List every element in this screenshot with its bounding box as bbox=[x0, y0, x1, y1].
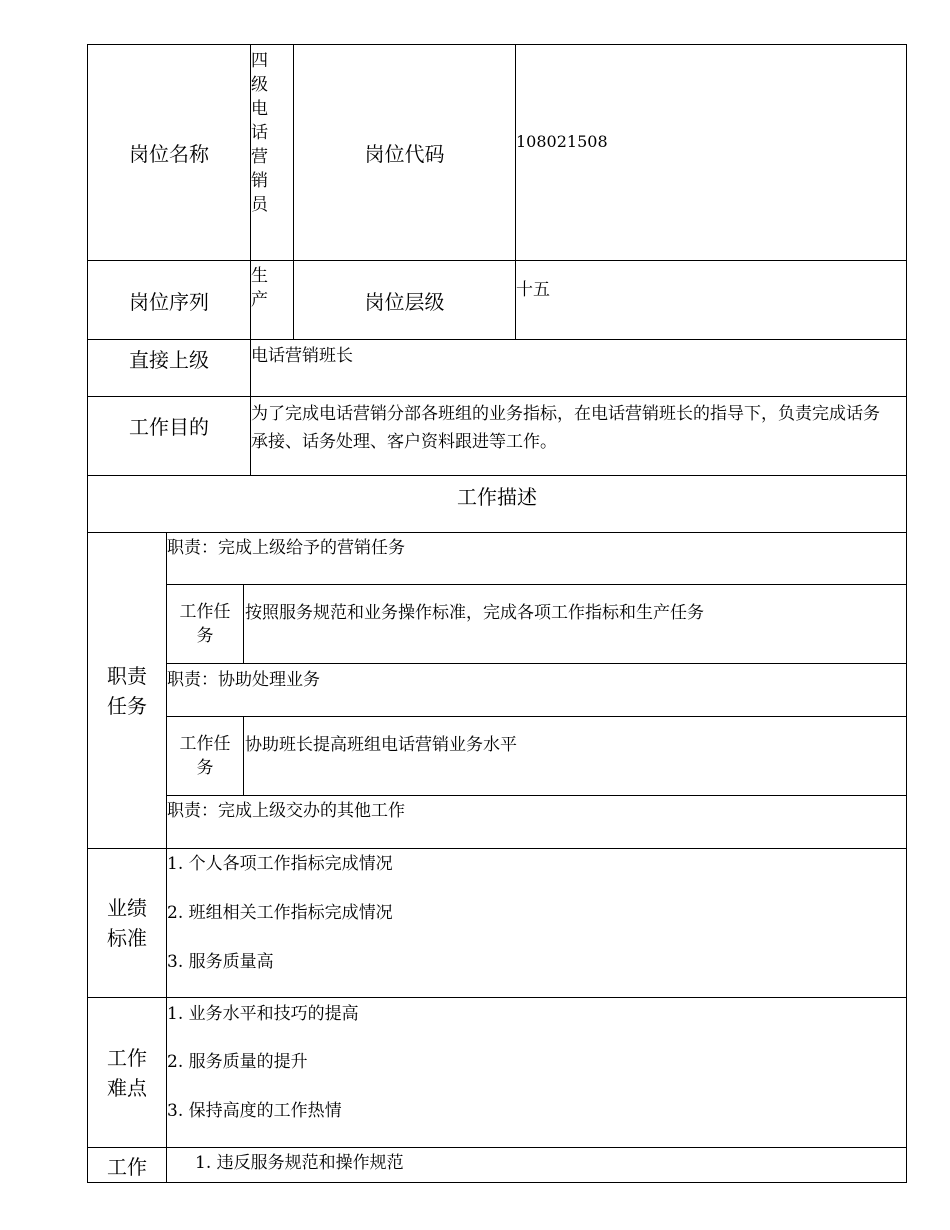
col-divider bbox=[243, 716, 244, 796]
position-code-value: 108021508 bbox=[516, 132, 608, 151]
row-divider bbox=[166, 795, 907, 796]
duty-title: 职责：协助处理业务 bbox=[167, 670, 320, 690]
task-text: 按照服务规范和业务操作标准，完成各项工作指标和生产任务 bbox=[245, 603, 704, 623]
purpose-label: 工作目的 bbox=[129, 414, 209, 439]
list-item: 1. 业务水平和技巧的提高 bbox=[167, 1004, 359, 1024]
position-name-value: 四级电话营销员 bbox=[251, 51, 268, 215]
task-label: 工作任务 bbox=[179, 602, 231, 646]
task-text: 协助班长提高班组电话营销业务水平 bbox=[245, 735, 517, 755]
row-divider bbox=[87, 475, 907, 476]
last-section-label: 工作 bbox=[107, 1154, 147, 1179]
list-item: 3. 保持高度的工作热情 bbox=[167, 1101, 342, 1121]
list-item: 3. 服务质量高 bbox=[167, 952, 274, 972]
row-divider bbox=[166, 716, 907, 717]
purpose-value: 为了完成电话营销分部各班组的业务指标，在电话营销班长的指导下，负责完成话务承接、话务处理、客户资料跟进等工作。 bbox=[251, 404, 880, 452]
position-series-value: 生产 bbox=[251, 266, 268, 310]
position-name-label: 岗位名称 bbox=[129, 142, 209, 166]
row-divider bbox=[87, 848, 907, 849]
list-item: 1. 个人各项工作指标完成情况 bbox=[167, 854, 393, 874]
list-item: 2. 班组相关工作指标完成情况 bbox=[167, 903, 393, 923]
supervisor-value: 电话营销班长 bbox=[251, 346, 353, 366]
difficulties-label: 工作难点 bbox=[107, 1045, 147, 1100]
performance-label: 业绩标准 bbox=[107, 896, 147, 950]
duties-label: 职责任务 bbox=[107, 663, 147, 718]
task-label: 工作任务 bbox=[179, 734, 231, 778]
duty-title: 职责：完成上级交办的其他工作 bbox=[167, 801, 405, 821]
supervisor-label: 直接上级 bbox=[129, 347, 209, 372]
position-code-label: 岗位代码 bbox=[364, 142, 445, 166]
list-item: 1. 违反服务规范和操作规范 bbox=[195, 1153, 404, 1173]
row-divider bbox=[87, 1147, 907, 1148]
list-item: 2. 服务质量的提升 bbox=[167, 1052, 308, 1072]
col-divider bbox=[243, 584, 244, 664]
row-divider bbox=[166, 663, 907, 664]
border-right bbox=[906, 44, 907, 1183]
border-bottom bbox=[87, 1182, 907, 1183]
duty-title: 职责：完成上级给予的营销任务 bbox=[167, 538, 405, 558]
position-level-label: 岗位层级 bbox=[364, 289, 445, 314]
position-series-label: 岗位序列 bbox=[129, 289, 209, 314]
position-level-value: 十五 bbox=[516, 280, 550, 300]
section-title: 工作描述 bbox=[457, 485, 537, 509]
row-divider bbox=[166, 584, 907, 585]
row-divider bbox=[87, 997, 907, 998]
row-divider bbox=[87, 532, 907, 533]
